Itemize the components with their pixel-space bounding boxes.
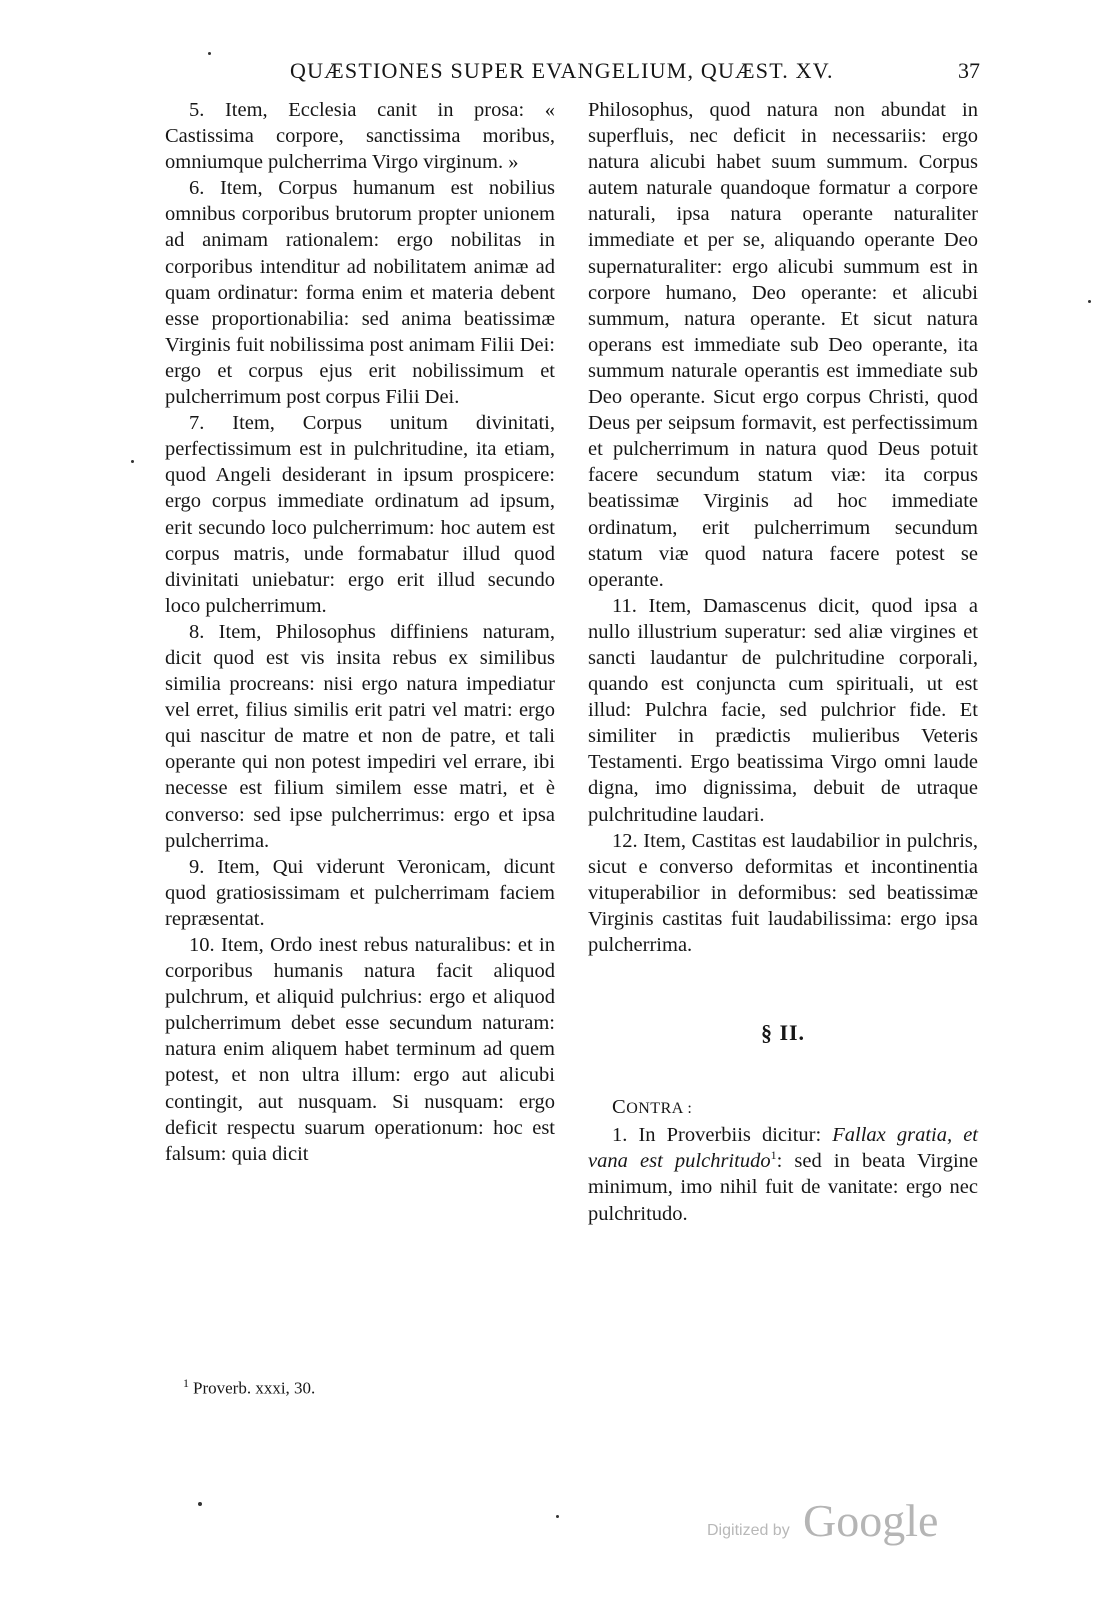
paragraph-6: 6. Item, Corpus humanum est nobilius omnibus corporibus brutorum propter unionem ad animam rationalem: ergo nobilitas in corporibus intenditur ad nobilitatem animæ ad quam ordinatur: forma enim et materia debent esse proportionabilia: sed anima beatissimæ Virginis fuit nobilissima post animam Filii Dei: ergo et corpus ejus erit nobilissimum et pulcherrimum post corpus Filii Dei. <box>165 177 555 409</box>
google-logo: Google <box>803 1495 939 1546</box>
running-title: QUÆSTIONES SUPER EVANGELIUM, QUÆST. XV. <box>290 58 834 83</box>
scan-speck <box>198 1502 202 1506</box>
page-header <box>190 58 990 92</box>
contra-initial: C <box>612 1096 627 1119</box>
footnote-reference: 1 <box>770 1148 777 1163</box>
proverbs-quote: Fallax gratia, et vana est pulchritudo <box>588 1124 978 1173</box>
footnote-text: Proverb. xxxi, 30. <box>193 1378 316 1398</box>
contra-heading <box>588 1094 978 1122</box>
paragraph-10: 10. Item, Ordo inest rebus naturalibus: et in corporibus humanis natura facit aliquod pulchrum, et aliquid pulchrius: ergo et aliquod pulcherrimum debet esse secundum naturam: natura enim aliquem habet terminum ad quem potest, et non ultra illum: ergo aut alicubi contingit, aut nusquam. Si nusquam: ergo deficit respectu suarum operationum: hoc est falsum: quia dicit <box>165 934 555 1165</box>
paragraph-7: 7. Item, Corpus unitum divinitati, perfectissimum est in pulchritudine, ita etiam, quod Angeli desiderant in ipsum prospicere: ergo corpus immediate ordinatum ad ipsum, erit secundo loco pulcherrimum: hoc autem est corpus matris, unde formabatur illud quod divinitati uniebatur: ergo erit illud secundo loco pulcherrimum. <box>165 412 555 617</box>
paragraph-8: 8. Item, Philosophus diffiniens naturam, dicit quod est vis insita rebus ex similibus similia procreans: nisi ergo natura impediatur vel erret, filius similis erit patri vel matri: ergo qui nascitur de matre et non de patre, et tali operante qui non potest impediri vel errare, ibi necesse est filium similem esse matri, et è converso: sed ipse pulcherrimus: ergo et ipsa pulcherrima. <box>165 620 555 852</box>
paragraph-9: 9. Item, Qui viderunt Veronicam, dicunt quod gratiosissimam et pulcherrimam faciem repræsentat. <box>165 855 555 930</box>
google-watermark <box>707 1495 947 1550</box>
contra-item-1-rest: : sed in beata Virgine minimum, imo nihil fuit de vanitate: ergo nec pulchritudo. <box>588 1150 978 1225</box>
paragraph-12: 12. Item, Castitas est laudabilior in pulchris, sicut e converso deformitas et incontinentia vituperabilior in deformibus: sed beatissimæ Virginis castitas fuit laudabilissima: ergo ipsa pulcherrima. <box>588 829 978 956</box>
scan-speck <box>556 1515 559 1518</box>
contra-rest: ONTRA : <box>626 1100 693 1118</box>
page-number: 37 <box>958 58 980 83</box>
footnote-mark: 1 <box>183 1376 189 1390</box>
scan-speck <box>208 52 211 55</box>
left-column <box>165 97 555 1167</box>
contra-item-1 <box>588 1122 978 1226</box>
paragraph-5: 5. Item, Ecclesia canit in prosa: « Castissima corpore, sanctissima moribus, omniumque pulcherrima Virgo virginum. » <box>165 99 555 174</box>
footnote <box>183 1376 315 1399</box>
paragraph-11: 11. Item, Damascenus dicit, quod ipsa a nullo illustrium superatur: sed aliæ virgines et sancti laudantur de pulchritudine corporali, quando est conjuncta cum spirituali, ut est illud: Pulchra facie, sed pulchrior fide. Et similiter in prædictis mulieribus Veteris Testamenti. Ergo beatissima Virgo omni laude digna, imo dignissima, debuit de utraque pulchritudine laudari. <box>588 594 978 826</box>
section-heading: § II. <box>760 1020 806 1046</box>
paragraph-10-continuation: Philosophus, quod natura non abundat in superfluis, nec deficit in necessariis: ergo natura alicubi habet suum summum. Corpus autem naturale quandoque formatur a corpore naturali, ipsa natura operante naturaliter immediate et per se, aliquando operante Deo supernaturaliter: ergo alicubi summum est in corpore humano, Deo operante: et alicubi summum, natura operante. Et sicut natura operans est immediate sub Deo operante, ita summum naturale operantis est immediate sub Deo operante. Sicut ergo corpus Christi, quod Deus per seipsum formavit, est perfectissimum et pulcherrimum in natura quod Deus potuit facere secundum statum viæ: ita corpus beatissimæ Virginis ad hoc immediate ordinatum, erit pulcherrimum secundum statum viæ quod natura facere potest se operante. <box>588 99 978 591</box>
scan-speck <box>131 460 134 463</box>
right-column <box>588 97 978 1227</box>
digitized-by-label: Digitized by <box>707 1522 790 1539</box>
contra-item-1-intro: 1. In Proverbiis dicitur: <box>612 1124 833 1147</box>
scan-speck <box>1088 300 1091 303</box>
